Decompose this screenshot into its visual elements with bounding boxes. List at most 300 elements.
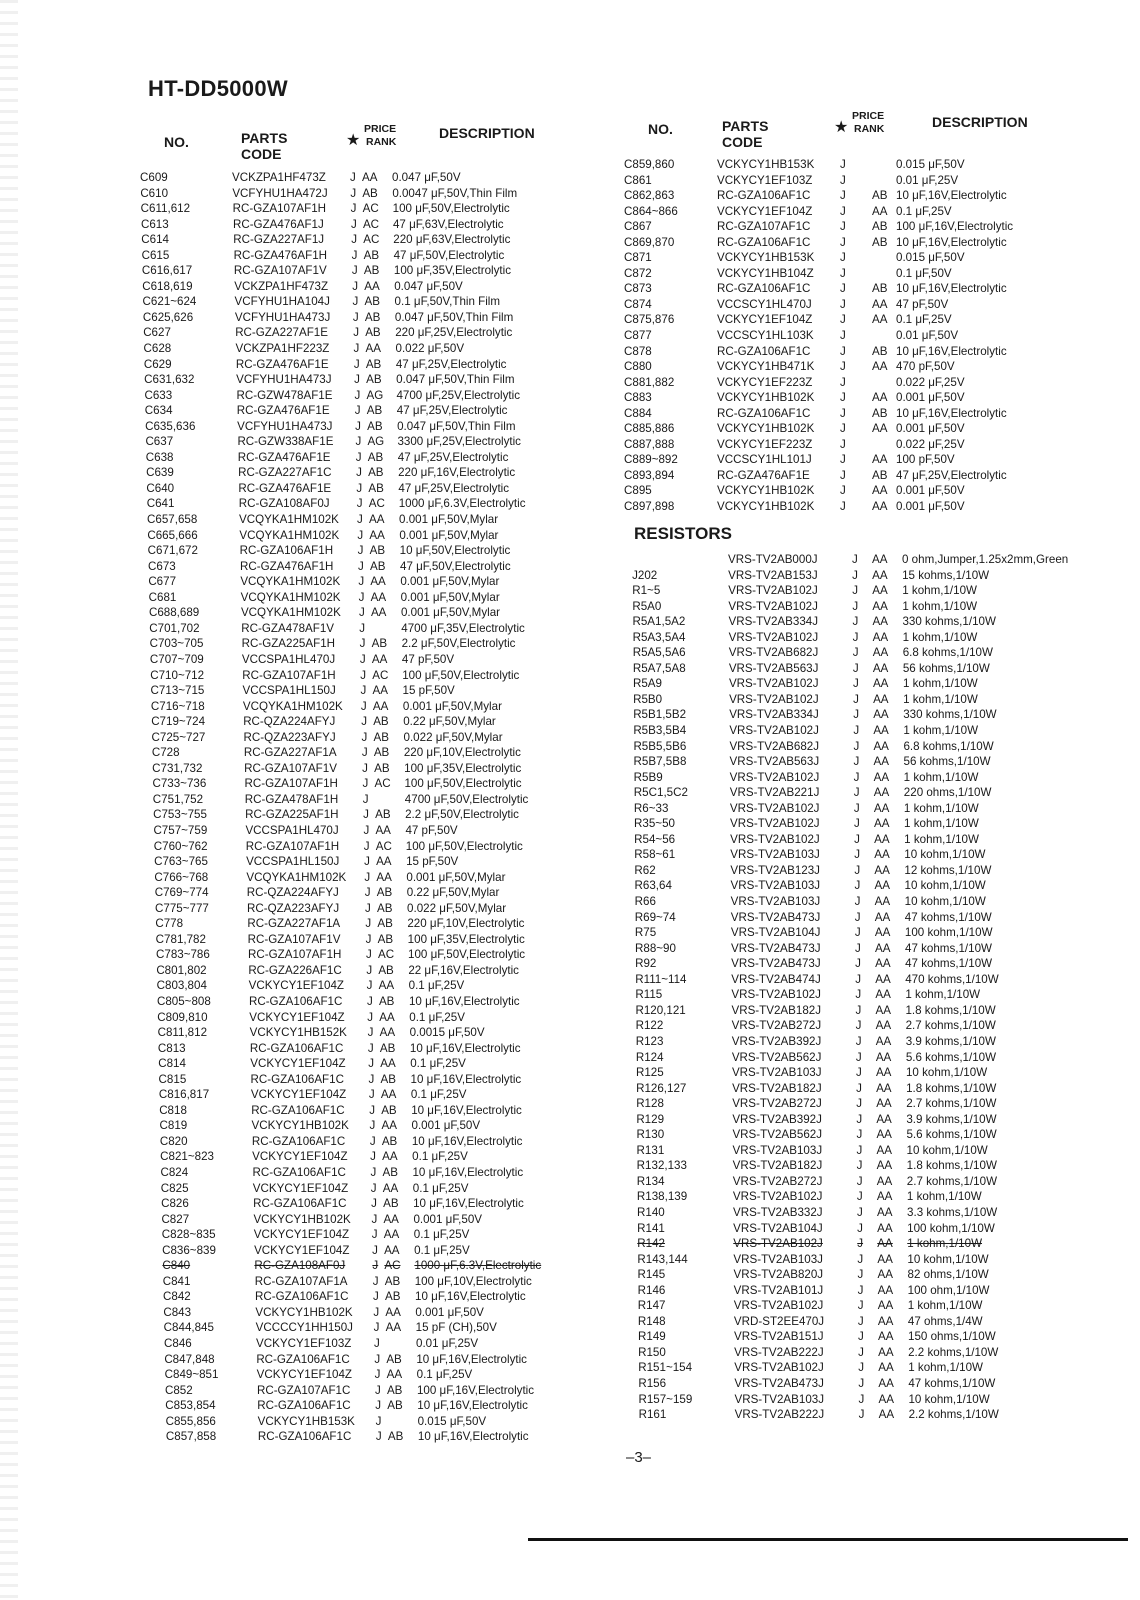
star-mark: J — [352, 295, 359, 309]
parts-code: VCKYCY1HB102K — [717, 391, 815, 405]
description: 100 μF,16V,Electrolytic — [416, 1383, 535, 1397]
part-number: C716~718 — [150, 699, 205, 713]
star-mark: J — [858, 1376, 865, 1390]
description: 0.1 μF,25V — [410, 1088, 467, 1102]
star-mark: J — [360, 699, 367, 713]
star-mark: J — [362, 777, 369, 791]
parts-code: RC-GZA107AF1H — [245, 839, 340, 853]
part-number: R1~5 — [632, 584, 661, 598]
description: 0.1 μF,25V — [412, 1181, 469, 1195]
parts-code: RC-QZA223AFYJ — [243, 730, 336, 744]
star-mark: J — [370, 1181, 377, 1195]
parts-code: RC-GZA476AF1E — [236, 404, 330, 418]
description: 0.022 μF,50V,Mylar — [407, 901, 507, 915]
price-rank: AA — [365, 342, 381, 356]
description: 0.022 μF,50V — [395, 342, 465, 356]
table-row — [143, 294, 583, 310]
parts-code: VRS-TV2AB102J — [729, 724, 819, 738]
star-mark: J — [853, 770, 860, 784]
star-mark: J — [356, 481, 363, 495]
price-rank: AB — [363, 264, 380, 278]
parts-code: VRS-TV2AB473J — [731, 957, 821, 971]
description: 10 μF,16V,Electrolytic — [417, 1430, 529, 1444]
part-number: C616,617 — [141, 264, 193, 278]
star-mark: J — [372, 1243, 378, 1257]
part-number: C681 — [148, 590, 177, 604]
price-rank: AA — [878, 1376, 894, 1390]
star-mark: J — [365, 901, 371, 915]
part-number: R54~56 — [634, 832, 676, 846]
table-row — [159, 1087, 599, 1103]
parts-code: VCKYCY1HB471K — [717, 360, 815, 374]
description: 47 μF,25V,Electrolytic — [398, 481, 510, 495]
parts-code: RC-QZA224AFYJ — [246, 886, 339, 900]
part-number: C878 — [624, 344, 652, 358]
parts-code: VRS-TV2AB123J — [730, 863, 820, 877]
part-number: C701,702 — [149, 621, 200, 635]
star-mark: J — [360, 668, 367, 682]
table-row — [624, 328, 1104, 344]
part-number: R5A3,5A4 — [632, 630, 686, 644]
parts-code: VCKYCY1HB104Z — [717, 266, 814, 280]
table-row — [165, 1383, 605, 1399]
part-number: C809,810 — [157, 1010, 208, 1024]
part-number: C881,882 — [624, 375, 675, 389]
star-mark: J — [855, 972, 862, 986]
part-number: C825 — [160, 1181, 189, 1195]
part-number: R115 — [635, 988, 663, 1002]
description: 10 kohm,1/10W — [908, 1392, 990, 1406]
parts-code: VRS-TV2AB102J — [728, 630, 819, 644]
parts-code: VRS-TV2AB334J — [728, 615, 819, 629]
description: 15 pF,50V — [402, 684, 455, 698]
right-capacitor-table — [624, 157, 1104, 515]
price-rank: AA — [873, 692, 889, 706]
description: 3.9 kohms,1/10W — [905, 1034, 996, 1048]
star-mark: J — [840, 391, 846, 405]
part-number: C725~727 — [151, 730, 206, 744]
star-mark: J — [358, 575, 365, 589]
parts-code: VCKYCY1EF104Z — [249, 1010, 345, 1024]
part-number: C874 — [624, 297, 652, 311]
price-rank: AB — [377, 917, 393, 931]
part-number: R5B9 — [633, 770, 663, 784]
star-mark: J — [840, 282, 846, 296]
parts-code: RC-GZA107AF1V — [244, 761, 337, 775]
price-rank: AA — [876, 1143, 893, 1157]
scan-edge-artifact — [0, 0, 18, 1600]
price-rank: AA — [872, 204, 888, 218]
description: 0.047 μF,50V,Thin Film — [394, 310, 514, 324]
description: 100 μF,35V,Electrolytic — [393, 264, 512, 278]
part-number: C855,856 — [165, 1414, 216, 1428]
price-rank: AA — [877, 1314, 894, 1328]
part-number: R120,121 — [635, 1003, 686, 1017]
parts-code: VRS-TV2AB102J — [731, 988, 821, 1002]
description: 12 kohms,1/10W — [904, 863, 992, 877]
description: 100 ohm,1/10W — [907, 1283, 990, 1297]
part-number: C811,812 — [157, 1026, 208, 1040]
price-rank: AB — [379, 1041, 396, 1055]
table-row — [634, 754, 1114, 770]
part-number: C677 — [148, 575, 177, 589]
part-number: C625,626 — [142, 310, 194, 324]
table-row — [638, 1298, 1118, 1314]
description: 56 kohms,1/10W — [903, 755, 991, 769]
table-row — [146, 481, 586, 497]
description: 1 kohm,1/10W — [907, 1237, 983, 1251]
part-number: C751,752 — [152, 792, 204, 806]
parts-code: RC-GZA106AF1C — [257, 1399, 351, 1413]
parts-code: VRS-TV2AB103J — [730, 895, 821, 909]
table-row — [635, 1003, 1115, 1019]
header-rank: RANK — [366, 136, 397, 148]
part-number: C852 — [164, 1383, 193, 1397]
table-row — [624, 250, 1104, 266]
part-number: C803,804 — [156, 979, 207, 993]
part-number: R123 — [635, 1034, 664, 1048]
parts-code: RC-GZA226AF1C — [248, 963, 342, 977]
parts-code: VRS-TV2AB102J — [729, 801, 820, 815]
part-number: C778 — [155, 917, 184, 931]
price-rank: AB — [373, 730, 389, 744]
description: 0.047 μF,50V — [394, 279, 463, 293]
part-number: C862,863 — [624, 189, 675, 203]
parts-code: RC-GZA476AF1J — [232, 217, 324, 231]
table-row — [624, 157, 1104, 173]
part-number: C753~755 — [153, 808, 207, 822]
parts-code: RC-GZA106AF1C — [717, 406, 811, 420]
table-row — [637, 1174, 1117, 1190]
star-mark: J — [857, 1221, 863, 1235]
description: 1.8 kohms,1/10W — [906, 1159, 997, 1173]
description: 47 μF,63V,Electrolytic — [392, 217, 504, 231]
star-mark: J — [854, 895, 861, 909]
table-row — [140, 186, 580, 202]
part-number: C814 — [158, 1057, 186, 1071]
table-row — [636, 1065, 1116, 1081]
part-number: R126,127 — [636, 1081, 687, 1095]
description: 0 ohm,Jumper,1.25x2mm,Green — [902, 553, 1069, 566]
part-number: C897,898 — [624, 500, 675, 514]
star-mark: J — [840, 484, 846, 498]
description: 10 kohm,1/10W — [905, 1066, 988, 1080]
table-row — [634, 832, 1114, 848]
part-number: C769~774 — [154, 886, 209, 900]
price-rank: AA — [875, 1019, 892, 1033]
table-row — [164, 1320, 604, 1336]
price-rank: AB — [385, 1290, 401, 1304]
star-mark: J — [358, 606, 365, 620]
parts-code: RC-QZA224AFYJ — [243, 715, 336, 729]
description: 100 μF,50V,Electrolytic — [404, 777, 522, 791]
table-row — [633, 692, 1113, 708]
star-mark: J — [854, 879, 861, 893]
table-row — [636, 1034, 1116, 1050]
part-number: C671,672 — [147, 544, 198, 558]
star-mark: J — [858, 1330, 864, 1344]
description: 10 μF,16V,Electrolytic — [411, 1103, 522, 1117]
table-row — [624, 235, 1104, 251]
price-rank: AA — [380, 1057, 396, 1071]
parts-code: VCKYCY1HB102K — [251, 1119, 349, 1133]
table-row — [624, 204, 1104, 220]
description: 1 kohm,1/10W — [902, 677, 978, 691]
part-number: R125 — [635, 1066, 664, 1080]
star-mark: J — [364, 855, 370, 869]
star-mark: J — [852, 661, 859, 675]
bottom-rule — [528, 1538, 1128, 1541]
star-mark: J — [856, 1112, 863, 1126]
parts-code: RC-GZA107AF1V — [247, 932, 341, 946]
description: 150 ohms,1/10W — [908, 1330, 996, 1344]
header-description: DESCRIPTION — [439, 125, 535, 141]
table-row — [158, 1056, 598, 1072]
description: 47 μF,25V,Electrolytic — [396, 404, 508, 418]
parts-code: VCKYCY1HB102K — [717, 500, 815, 514]
table-row — [141, 232, 581, 248]
price-rank: AA — [384, 1243, 400, 1257]
parts-code: RC-GZA106AF1C — [251, 1134, 346, 1148]
description: 47 kohms,1/10W — [904, 910, 992, 924]
star-mark: J — [852, 599, 859, 613]
description: 1000 μF,6.3V,Electrolytic — [398, 497, 526, 511]
part-number: C895 — [624, 484, 652, 498]
description: 0.1 μF,25V — [413, 1228, 470, 1242]
description: 47 ohms,1/4W — [907, 1314, 983, 1328]
table-row — [140, 170, 580, 186]
description: 10 μF,16V,Electrolytic — [413, 1197, 524, 1211]
part-number: R122 — [635, 1019, 664, 1033]
price-rank: AA — [878, 1345, 894, 1359]
table-row — [148, 574, 588, 590]
parts-code: VRS-TV2AB562J — [732, 1128, 823, 1142]
parts-code: RC-GZA478AF1H — [244, 792, 339, 806]
star-mark: J — [858, 1408, 865, 1422]
description: 3300 μF,25V,Electrolytic — [397, 435, 521, 449]
description: 10 μF,16V,Electrolytic — [896, 344, 1007, 358]
price-rank: AA — [875, 1050, 892, 1064]
header-rank: RANK — [854, 123, 885, 135]
part-number: C893,894 — [624, 468, 675, 482]
star-mark: J — [368, 1088, 375, 1102]
description: 1 kohm,1/10W — [903, 770, 979, 784]
star-mark: J — [356, 497, 363, 511]
star-mark: J — [361, 730, 368, 744]
table-row — [144, 341, 584, 357]
description: 100 μF,16V,Electrolytic — [896, 220, 1014, 234]
description: 4700 μF,25V,Electrolytic — [396, 388, 521, 402]
parts-code: VCCSPA1HL150J — [246, 855, 340, 869]
parts-code: RC-GZA106AF1C — [257, 1430, 352, 1444]
star-mark: J — [840, 437, 846, 451]
star-mark: J — [355, 450, 362, 464]
description: 2.2 μF,50V,Electrolytic — [401, 637, 516, 651]
part-number: C818 — [159, 1103, 187, 1117]
price-rank: AB — [386, 1352, 402, 1366]
description: 10 μF,16V,Electrolytic — [408, 994, 520, 1008]
star-mark: J — [840, 329, 846, 343]
price-rank: AB — [377, 932, 394, 946]
table-row — [632, 599, 1112, 615]
price-rank: AB — [378, 963, 394, 977]
parts-code: RC-QZA223AFYJ — [247, 901, 340, 915]
price-rank: AA — [876, 1190, 893, 1204]
parts-code: RC-GZA106AF1C — [717, 235, 811, 249]
star-mark: J — [840, 189, 846, 203]
table-row — [162, 1227, 602, 1243]
price-rank: AA — [386, 1368, 403, 1382]
parts-code: VCKZPA1HF223Z — [235, 342, 330, 356]
table-row — [156, 947, 596, 963]
description: 47 kohms,1/10W — [908, 1376, 996, 1390]
part-number: J202 — [632, 568, 658, 582]
parts-code: RC-GZA225AF1H — [245, 808, 339, 822]
parts-code: VCKYCY1EF223Z — [717, 437, 813, 451]
star-mark: J — [351, 264, 358, 278]
price-rank: AA — [375, 823, 391, 837]
description: 15 pF (CH),50V — [415, 1321, 497, 1335]
parts-code: VCKYCY1HB152K — [249, 1026, 347, 1040]
parts-code: RC-GZA476AF1H — [233, 248, 328, 262]
description: 22 μF,16V,Electrolytic — [408, 963, 519, 977]
description: 3.3 kohms,1/10W — [907, 1205, 998, 1219]
parts-code: VRS-TV2AB102J — [732, 1190, 823, 1204]
price-rank: AA — [878, 1330, 894, 1344]
table-row — [635, 987, 1115, 1003]
description: 220 μF,10V,Electrolytic — [403, 746, 521, 760]
parts-code: VRS-TV2AB151J — [734, 1330, 824, 1344]
star-mark: J — [350, 171, 356, 184]
description: 47 pF,50V — [896, 297, 949, 311]
description: 330 kohms,1/10W — [903, 708, 997, 722]
star-mark: J — [854, 832, 860, 846]
parts-code: RC-GZA106AF1H — [239, 544, 334, 558]
header-price: PRICE — [852, 110, 885, 122]
table-row — [624, 468, 1104, 484]
description: 10 kohm,1/10W — [904, 895, 986, 909]
description: 0.015 μF,50V — [896, 251, 965, 265]
star-mark: J — [858, 1345, 864, 1359]
part-number: R130 — [636, 1128, 665, 1142]
table-row — [624, 297, 1104, 313]
table-row — [159, 1103, 599, 1119]
part-number: C867 — [624, 220, 652, 234]
part-number: R143,144 — [637, 1252, 688, 1266]
price-rank: AA — [876, 1128, 892, 1142]
table-row — [152, 761, 592, 777]
part-number: C843 — [163, 1305, 192, 1319]
header-star: ★ — [346, 132, 361, 149]
table-row — [624, 266, 1104, 282]
description: 4700 μF,35V,Electrolytic — [401, 621, 525, 635]
price-rank: AB — [376, 886, 393, 900]
part-number: C728 — [151, 746, 180, 760]
parts-code: RC-GZW338AF1E — [237, 435, 334, 449]
part-number: C613 — [140, 217, 169, 231]
price-rank: AC — [372, 668, 389, 682]
description: 0.1 μF,25V — [896, 313, 952, 327]
table-row — [624, 359, 1104, 375]
description: 100 μF,35V,Electrolytic — [404, 761, 522, 775]
table-row — [632, 568, 1112, 584]
table-row — [152, 745, 592, 761]
parts-code: VRS-TV2AB473J — [734, 1376, 824, 1390]
description: 220 μF,63V,Electrolytic — [393, 233, 511, 247]
star-mark: J — [365, 932, 372, 946]
parts-code: RC-GZA476AF1H — [240, 559, 334, 573]
description: 220 μF,10V,Electrolytic — [407, 917, 525, 931]
parts-code: RC-GZA106AF1C — [250, 1072, 344, 1086]
table-row — [638, 1376, 1118, 1392]
price-rank: AA — [877, 1252, 893, 1266]
price-rank: AB — [380, 1072, 397, 1086]
price-rank: AA — [872, 453, 888, 467]
price-rank: AB — [375, 808, 391, 822]
price-rank: AA — [875, 988, 891, 1002]
part-number: C629 — [143, 357, 172, 371]
table-row — [153, 807, 593, 823]
part-number: C877 — [624, 329, 652, 343]
table-row — [635, 910, 1115, 926]
star-mark: J — [364, 870, 371, 884]
table-row — [637, 1189, 1117, 1205]
part-number: C719~724 — [151, 715, 206, 729]
parts-code: VRD-ST2EE470J — [733, 1314, 825, 1328]
parts-code: VRS-TV2AB222J — [734, 1345, 824, 1359]
description: 1 kohm,1/10W — [905, 988, 981, 1002]
table-row — [160, 1118, 600, 1134]
price-rank: AB — [872, 468, 888, 482]
star-mark: J — [857, 1314, 864, 1328]
description: 10 μF,16V,Electrolytic — [417, 1399, 528, 1413]
parts-code: VCQYKA1HM102K — [240, 590, 341, 604]
parts-code: RC-GZA227AF1A — [243, 746, 337, 760]
star-mark: J — [375, 1430, 382, 1444]
parts-code: VRS-TV2AB103J — [734, 1392, 825, 1406]
description: 1 kohm,1/10W — [908, 1361, 983, 1375]
part-number: R141 — [637, 1221, 665, 1235]
price-rank: AB — [363, 248, 380, 262]
part-number: C844,845 — [163, 1321, 214, 1335]
part-number: C707~709 — [149, 652, 204, 666]
star-mark: J — [374, 1337, 380, 1351]
parts-code: VCKYCY1EF104Z — [717, 204, 813, 218]
star-mark: J — [352, 310, 359, 324]
resistor-table — [632, 552, 1112, 1423]
price-rank: AA — [872, 646, 889, 660]
description: 10 μF,16V,Electrolytic — [409, 1041, 521, 1055]
parts-code: RC-GZA108AF0J — [238, 497, 330, 511]
parts-code: RC-GZA106AF1C — [717, 344, 811, 358]
parts-code: VRS-TV2AB392J — [732, 1112, 822, 1126]
price-rank: AA — [873, 786, 890, 800]
part-number: C634 — [144, 404, 173, 418]
table-row — [635, 956, 1115, 972]
star-mark: J — [359, 637, 366, 651]
price-rank: AA — [878, 1392, 894, 1406]
description: 220 μF,25V,Electrolytic — [395, 326, 513, 340]
price-rank: AA — [874, 817, 890, 831]
parts-code: VRS-TV2AB104J — [730, 926, 821, 940]
star-mark: J — [854, 926, 861, 940]
star-mark: J — [353, 326, 359, 340]
star-mark: J — [369, 1134, 376, 1148]
price-rank: AB — [373, 715, 389, 729]
description: 1 kohm,1/10W — [902, 630, 978, 644]
table-row — [164, 1336, 604, 1352]
part-number: C611,612 — [140, 202, 191, 216]
